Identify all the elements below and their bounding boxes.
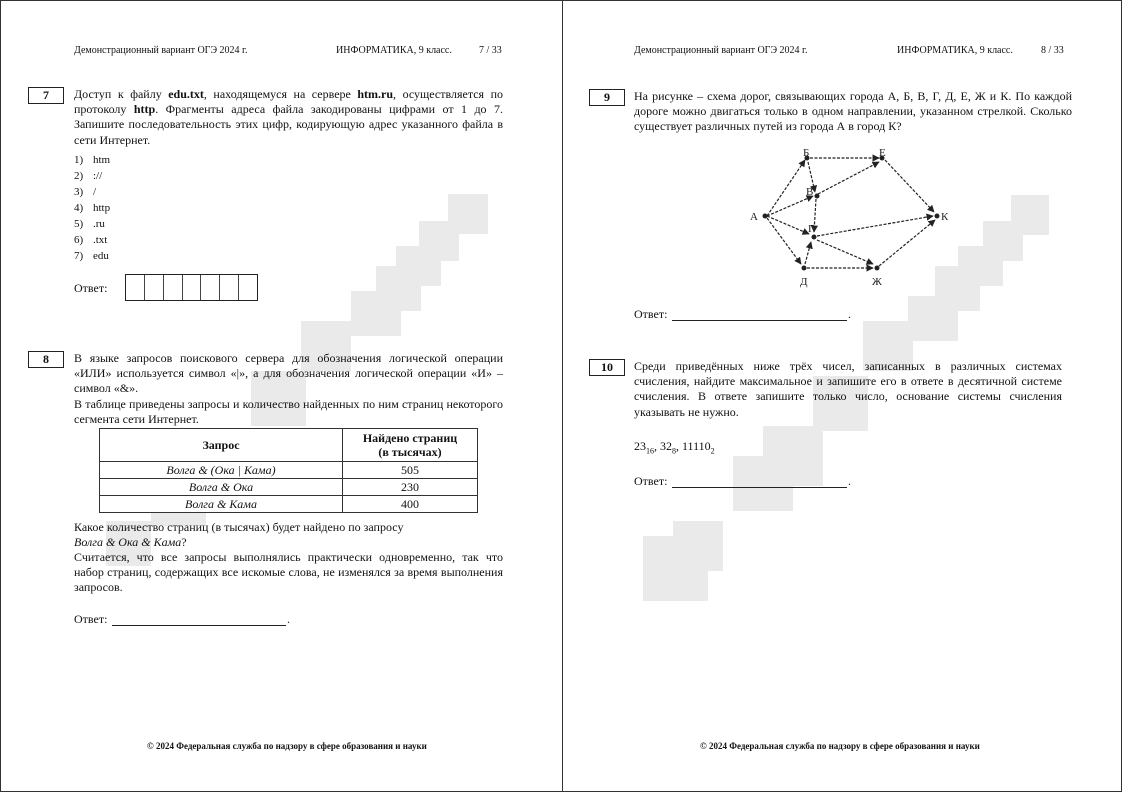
node-k: К (941, 211, 949, 223)
option-6: 6) .txt (74, 234, 108, 246)
q8-table-intro: В таблице приведены запросы и количество найденных по ним страниц некоторого сегмента сети Интернет. (74, 397, 503, 427)
road-graph (743, 146, 953, 291)
node-g: Г (808, 223, 815, 235)
option-5: 5) .ru (74, 218, 105, 230)
q9-text: На рисунке – схема дорог, связывающих города А, Б, В, Г, Д, Е, Ж и К. По каждой дороге можно двигаться только в одном направлении, указанном стрелкой. Сколько существует различных путей из города А в город К? (634, 89, 1072, 134)
col-header-query: Запрос (100, 429, 343, 462)
edge-a-v (767, 196, 813, 216)
q7-text: Доступ к файлу edu.txt, находящемуся на сервере htm.ru, осуществляется по протоколу http. Фрагменты адреса файла закодированы цифрами от 1 до 7. Запишите последовательность этих цифр, кодирующую адрес указанного файла в сети Интернет. (74, 87, 503, 147)
footer: © 2024 Федеральная служба по надзору в сфере образования и науки (147, 741, 427, 751)
edge-g-k (817, 216, 933, 236)
question-number-10: 10 (589, 359, 625, 376)
q8-intro: В языке запросов поискового сервера для обозначения логической операции «ИЛИ» используется символ «|», а для обозначения логической операции «И» – символ «&». (74, 351, 503, 396)
q10-answer-line[interactable] (672, 475, 847, 488)
option-4: 4) http (74, 202, 111, 214)
table-row: Волга & (Ока | Кама) 505 (100, 462, 478, 479)
edge-a-d (767, 218, 801, 264)
col-header-pages: Найдено страниц (в тысячах) (343, 429, 478, 462)
header-title: Демонстрационный вариант ОГЭ 2024 г. (74, 45, 248, 56)
question-number-9: 9 (589, 89, 625, 106)
right-page: Демонстрационный вариант ОГЭ 2024 г. ИНФОРМАТИКА, 9 класс. 8 / 33 9 На рисунке – схема дорог, связывающих города А, Б, В, Г, Д, Е, Ж и К. По каждой дороге можно двигаться только в одном направлении, указанном стрелкой. Сколько существует различных путей из города А в город К? А Б В Е Г Д Ж К Ответ: . 10 Среди приведённых ниже трёх чисел, записанных в различных системах счисления, найдите максимальное и запишите его в ответе в десятичной системе счисления. В ответе запишите только число, основание системы счисления указывать не нужно. $23_{16}$, $32_8$, $11110_2$ Ответ: . © 2024 Федеральная служба по надзору в сфере образования и науки (562, 0, 1122, 792)
edge-g-zh (817, 240, 873, 264)
option-3: 3) / (74, 186, 97, 198)
q7-answer-grid[interactable] (125, 274, 258, 301)
edge-a-g (767, 216, 809, 234)
q8-question: Какое количество страниц (в тысячах) будет найдено по запросу Волга & Ока & Кама? (74, 520, 404, 550)
question-number-8: 8 (28, 351, 64, 368)
page-number: 7 / 33 (479, 45, 502, 56)
q8-note: Считается, что все запросы выполнялись практически одновременно, так что набор страниц, содержащих все искомые слова, не изменялся за время выполнения запросов. (74, 550, 503, 595)
edge-e-k (885, 160, 934, 212)
q10-numbers: $23_{16}$, $32_8$, $11110_2$ (634, 439, 715, 456)
node-zh: Ж (872, 276, 882, 288)
option-2: 2) :// (74, 170, 103, 182)
edge-d-g (805, 242, 811, 264)
q7-options (74, 152, 110, 264)
q8-answer-line[interactable] (112, 613, 286, 626)
option-1: 1) htm (74, 154, 111, 166)
option-7: 7) edu (74, 250, 109, 262)
page-number: 8 / 33 (1041, 45, 1064, 56)
q8-answer-label: Ответ: (74, 612, 108, 626)
footer: © 2024 Федеральная служба по надзору в сфере образования и науки (700, 741, 980, 751)
header-subject: ИНФОРМАТИКА, 9 класс. (897, 45, 1013, 56)
q9-answer-line[interactable] (672, 308, 847, 321)
node-v: В (806, 186, 814, 198)
q7-answer-label: Ответ: (74, 281, 108, 295)
question-number-7: 7 (28, 87, 64, 104)
edge-zh-k (879, 220, 935, 266)
table-row: Волга & Ока 230 (100, 479, 478, 496)
node-d: Д (800, 276, 808, 288)
left-page: Демонстрационный вариант ОГЭ 2024 г. ИНФОРМАТИКА, 9 класс. 7 / 33 7 Доступ к файлу edu.txt, находящемуся на сервере htm.ru, осуществляется по протоколу http. Фрагменты адреса файла закодированы цифрами от 1 до 7. Запишите последовательность этих цифр, кодирующую адрес указанного файла в сети Интернет. 1) htm 2) :// 3) / 4) http 5) .ru 6) .txt 7) edu Ответ: 8 В языке запросов поискового сервера для обозначения логической операции «ИЛИ» используется символ «|», а для обозначения логической операции «И» – символ «&». В таблице приведены запросы и количество найденных по ним страниц некоторого сегмента сети Интернет. Запрос Найдено страниц (в тысячах) Волга & (Ока | Кама) 505 Волга & Ока 230 Волга & Кама 400 Какое количество страниц (в тысячах) будет найдено по запросу Волга & Ока & Кама? Считается, что все запросы выполнялись практически одновременно, так что набор страниц, содержащих все искомые слова, не изменялся за время выполнения запросов. Ответ: . © 2024 Федеральная служба по надзору в сфере образования и науки (0, 0, 563, 792)
table-row: Волга & Кама 400 (100, 496, 478, 513)
edge-v-e (818, 162, 879, 194)
node-e: Е (879, 147, 886, 159)
q10-text: Среди приведённых ниже трёх чисел, записанных в различных системах счисления, найдите максимальное и запишите его в ответе в десятичной системе счисления. В ответе запишите только число, основание системы счисления указывать не нужно. (634, 359, 1062, 419)
node-a: А (750, 211, 758, 223)
header-subject: ИНФОРМАТИКА, 9 класс. (336, 45, 452, 56)
q10-answer-label: Ответ: (634, 474, 668, 488)
q9-answer-label: Ответ: (634, 307, 668, 321)
header-title: Демонстрационный вариант ОГЭ 2024 г. (634, 45, 808, 56)
node-b: Б (803, 147, 810, 159)
q8-table (99, 428, 478, 513)
